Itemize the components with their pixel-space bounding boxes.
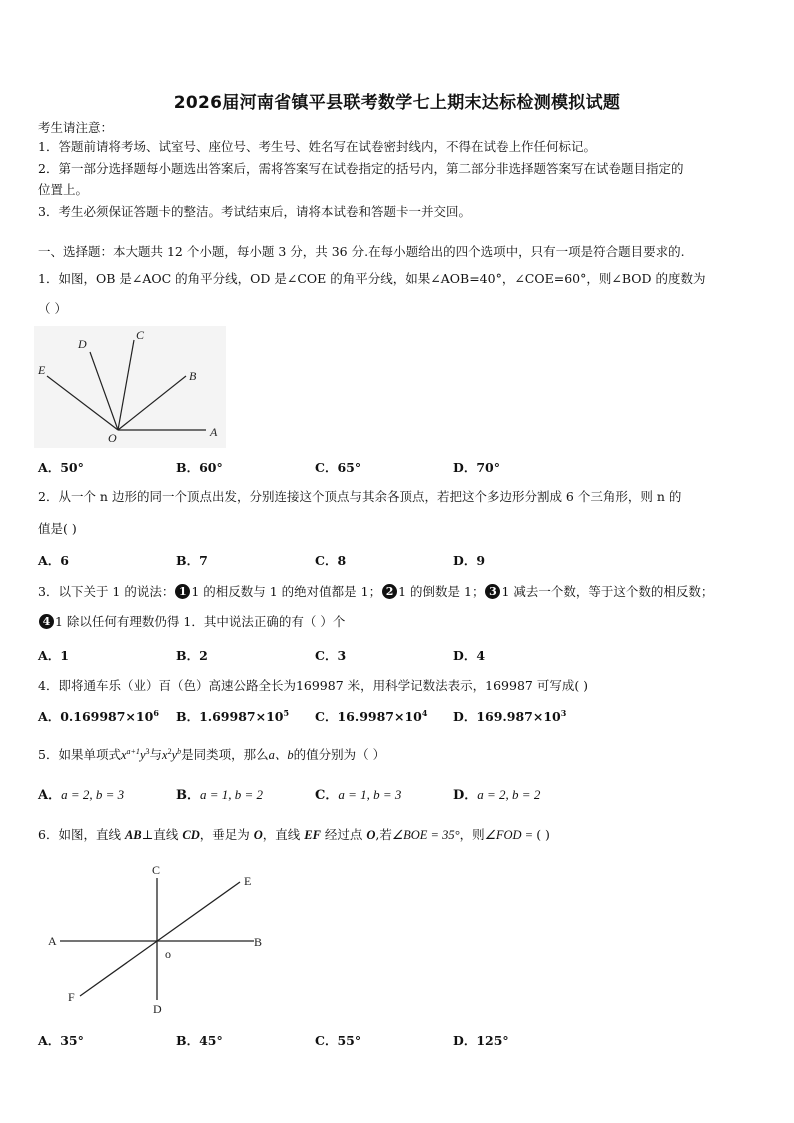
q5-m2-y: y: [171, 748, 178, 763]
q3-statement-4: 1 除以任何有理数仍得 1．其中说法正确的有（ ）个: [55, 614, 346, 629]
q4-a-base: A．0.169987×10: [38, 709, 154, 724]
q6-ask: ∠FOD =: [484, 828, 537, 842]
q3-option-c: C．3: [315, 648, 347, 663]
q5-d-expr: a = 2, b = 2: [477, 787, 541, 802]
q6-mid2: ，直线: [262, 827, 305, 842]
q2-option-d: D．9: [453, 553, 486, 568]
q6-o2: O: [366, 828, 376, 842]
q4-c-exp: 4: [421, 707, 428, 718]
q6-option-d: D．125°: [453, 1033, 509, 1048]
q4-b-exp: 5: [283, 707, 290, 718]
q6-option-c: C．55°: [315, 1033, 362, 1048]
q6-mid3: 经过点: [320, 827, 367, 842]
q4-c-base: C．16.9987×10: [315, 709, 422, 724]
q5-m1-x: x: [120, 748, 127, 763]
label-b: B: [254, 935, 263, 949]
q5-m2-xexp: 2: [167, 747, 172, 756]
q5-c-expr: a = 1, b = 3: [338, 787, 402, 802]
q3-option-b: B．2: [176, 648, 208, 663]
label-c: C: [136, 328, 145, 342]
label-f: F: [68, 990, 75, 1004]
q6-mid: ，垂足为: [199, 827, 254, 842]
section-heading: 一、选择题：本大题共 12 个小题，每小题 3 分，共 36 分.在每小题给出的四个选项中，只有一项是符合题目要求的.: [38, 244, 685, 259]
q6-tail: ( ): [536, 827, 550, 842]
q5-post: 是同类项，那么: [181, 747, 269, 763]
q5-m1-yexp: 3: [145, 747, 150, 756]
q5-d-label: D．: [453, 788, 478, 803]
question-4-stem: 4．即将通车乐（业）百（色）高速公路全长为169987 米，用科学记数法表示，169987 可写成( ): [38, 678, 589, 693]
notice-line-1: 1．答题前请将考场、试室号、座位号、考生号、姓名写在试卷密封线内，不得在试卷上作任何标记。: [38, 139, 596, 154]
notice-line-2: 2．第一部分选择题每小题选出答案后，需将答案写在试卷指定的括号内，第二部分非选择题答案写在试卷题目指定的: [38, 161, 684, 176]
label-o: o: [165, 947, 171, 961]
q6-cond-pre: ,若: [375, 827, 392, 842]
q5-b-label: B．: [176, 788, 200, 803]
q6-option-b: B．45°: [176, 1033, 223, 1048]
question-1-stem: 1．如图，OB 是∠AOC 的角平分线，OD 是∠COE 的角平分线，如果∠AOB=40°，∠COE=60°，则∠BOD 的度数为: [38, 271, 706, 286]
q6-o: O: [253, 828, 263, 842]
q5-m2-yexp: b: [177, 747, 182, 756]
q5-vars: a、b: [268, 748, 294, 763]
question-2-stem: 2．从一个 n 边形的同一个顶点出发，分别连接这个顶点与其余各顶点，若把这个多边形分割成 6 个三角形，则 n 的: [38, 489, 682, 504]
q5-m1-y: y: [139, 748, 146, 763]
q6-ask-pre: ，则: [459, 827, 485, 842]
q4-a-exp: 6: [153, 707, 159, 718]
question-6-stem: [38, 826, 550, 844]
q5-c-label: C．: [315, 788, 339, 803]
q5-a-label: A．: [38, 788, 62, 803]
q6-ab: AB: [124, 828, 142, 842]
question-1-angle-figure: [34, 326, 226, 448]
q5-a-expr: a = 2, b = 3: [61, 787, 125, 802]
q6-option-a: A．35°: [38, 1033, 84, 1048]
q4-option-b: [176, 707, 289, 725]
q5-option-b: [176, 784, 263, 803]
q6-pre: 6．如图，直线: [38, 827, 125, 842]
label-e: E: [38, 363, 46, 377]
q3-statement-1: 1 的相反数与 1 的绝对值都是 1；: [191, 584, 382, 599]
q5-mid: 与: [149, 747, 163, 763]
notice-heading: 考生请注意：: [38, 120, 114, 135]
q5-option-d: [453, 784, 540, 803]
notice-line-4: 3．考生必须保证答题卡的整洁。考试结束后，请将本试卷和答题卡一并交回。: [38, 204, 471, 219]
q5-m2-x: x: [162, 748, 168, 763]
notice-line-3: 位置上。: [38, 182, 89, 197]
label-d: D: [153, 1002, 162, 1016]
question-3-stem-cont: [38, 613, 345, 631]
question-5-stem: [38, 743, 385, 764]
q4-b-base: B．1.69987×10: [176, 709, 284, 724]
question-6-lines-figure: [40, 860, 280, 1020]
q2-option-b: B．7: [176, 553, 208, 568]
q2-option-c: C．8: [315, 553, 347, 568]
label-e: E: [244, 874, 252, 888]
q4-option-c: [315, 707, 427, 725]
circled-3: 3: [485, 584, 500, 599]
q3-option-d: D．4: [453, 648, 486, 663]
circled-2: 2: [382, 584, 397, 599]
q4-option-d: [453, 707, 566, 725]
q1-option-c: C．65°: [315, 460, 362, 475]
q5-pre: 5．如果单项式: [38, 747, 121, 763]
question-2-stem-cont: 值是( ): [38, 521, 77, 536]
label-c: C: [152, 863, 161, 877]
label-o: O: [108, 431, 117, 445]
label-a: A: [210, 425, 218, 439]
circled-1: 1: [175, 584, 190, 599]
q4-option-a: [38, 707, 159, 725]
q1-option-b: B．60°: [176, 460, 223, 475]
q4-d-exp: 3: [560, 707, 567, 718]
page-title: 2026届河南省镇平县联考数学七上期末达标检测模拟试题: [173, 93, 621, 113]
q5-m1-xexp: a+1: [126, 747, 140, 756]
q3-option-a: A．1: [38, 648, 69, 663]
q6-condition: ∠BOE = 35°: [391, 828, 460, 842]
q3-intro: 3．以下关于 1 的说法：: [38, 584, 175, 599]
question-1-bracket: （ ）: [38, 301, 67, 316]
q5-tail: 的值分别为（ ）: [293, 747, 386, 763]
label-b: B: [189, 369, 197, 383]
q3-statement-3: 1 减去一个数，等于这个数的相反数；: [501, 584, 714, 599]
label-a: A: [48, 934, 57, 948]
q4-d-base: D．169.987×10: [453, 709, 561, 724]
q5-b-expr: a = 1, b = 2: [200, 787, 264, 802]
circled-4: 4: [39, 614, 54, 629]
q3-statement-2: 1 的倒数是 1；: [398, 584, 485, 599]
label-d: D: [78, 337, 87, 351]
q2-option-a: A．6: [38, 553, 69, 568]
q1-option-a: A．50°: [38, 460, 84, 475]
q5-option-a: [38, 784, 124, 803]
q5-option-c: [315, 784, 401, 803]
q6-ef: EF: [304, 828, 321, 842]
q1-option-d: D．70°: [453, 460, 500, 475]
q6-cd: CD: [182, 828, 200, 842]
question-3-stem: [38, 583, 713, 601]
q6-perp: ⊥直线: [141, 827, 183, 842]
line-ef: [80, 882, 240, 996]
